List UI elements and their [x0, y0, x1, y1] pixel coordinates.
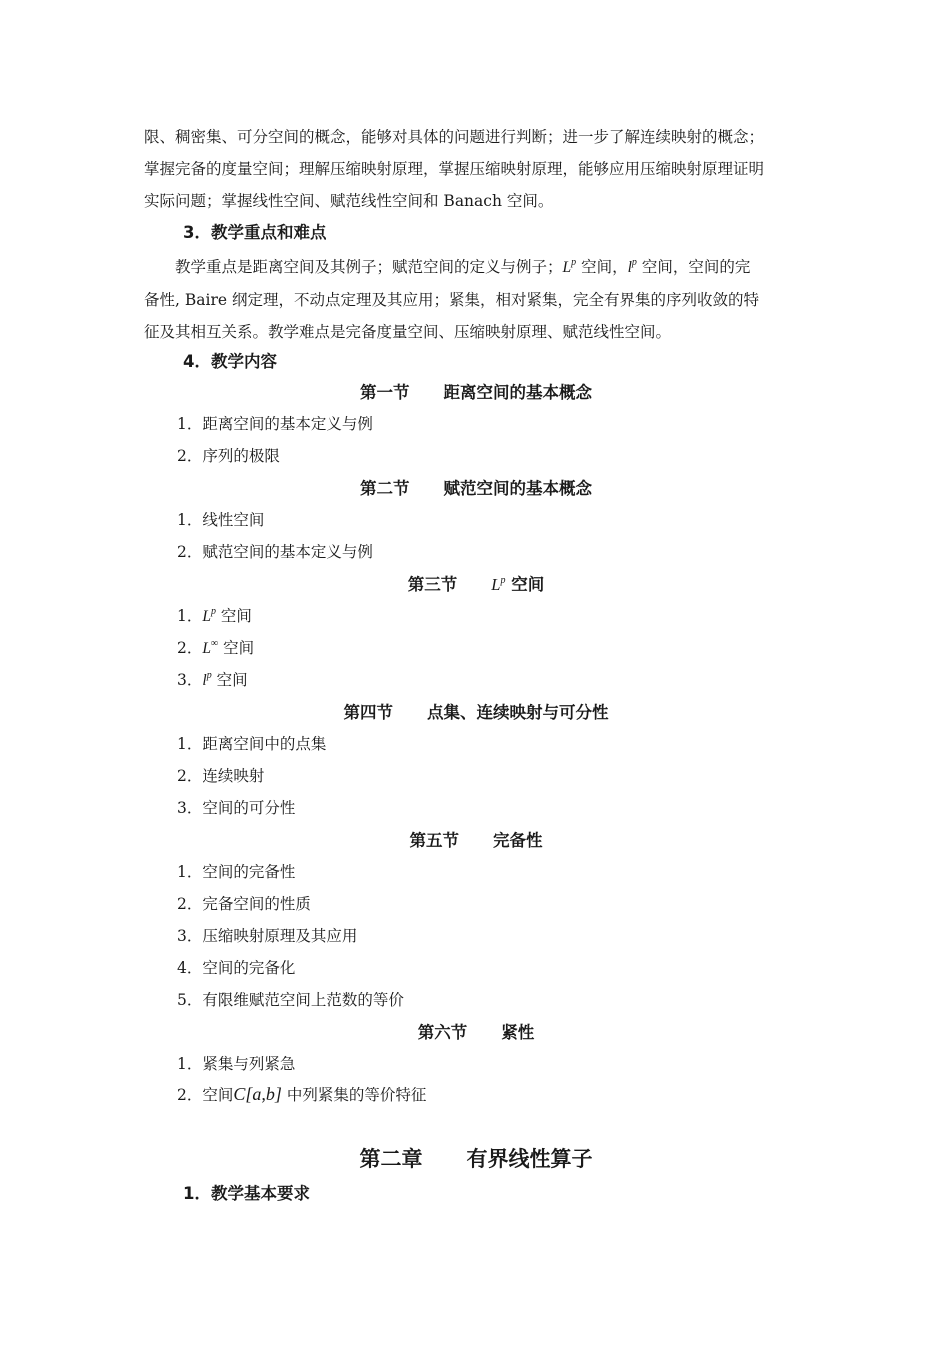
section-1-title: 第一节 距离空间的基本概念	[360, 383, 592, 402]
key-points-line-3: 征及其相互关系。教学难点是完备度量空间、压缩映射原理、赋范线性空间。	[144, 323, 672, 342]
chapter-2-title: 第二章 有界线性算子	[359, 1147, 593, 1171]
key-points-line-2: 备性, Baire 纲定理，不动点定理及其应用；紧集，相对紧集，完全有界集的序列收敛的特	[144, 291, 759, 310]
section-4-title: 第四节 点集、连续映射与可分性	[343, 703, 609, 722]
section-3-item-3: 3．$l^p$ 空间	[177, 669, 248, 689]
math-lp: $l^p$	[627, 257, 637, 277]
section-2-title: 第二节 赋范空间的基本概念	[360, 479, 592, 498]
section-5-item-5: 5．有限维赋范空间上范数的等价	[177, 991, 404, 1009]
section-5-item-4: 4．空间的完备化	[177, 959, 296, 977]
key-points-paragraph	[144, 248, 812, 348]
section-2-item-2: 2．赋范空间的基本定义与例	[177, 543, 373, 561]
intro-line-1: 限、稠密集、可分空间的概念，能够对具体的问题进行判断；进一步了解连续映射的概念；	[144, 128, 765, 146]
section-5-item-2: 2．完备空间的性质	[177, 895, 311, 913]
section-3-title: 第三节 $L^p$ 空间	[407, 574, 545, 594]
section-5-title: 第五节 完备性	[409, 831, 543, 850]
section-4-item-3: 3．空间的可分性	[177, 799, 296, 817]
math-Lp: $L^p$	[562, 257, 577, 277]
section-5-item-3: 3．压缩映射原理及其应用	[177, 927, 358, 945]
heading-key-points: 3．教学重点和难点	[183, 223, 327, 242]
section-6-item-1: 1．紧集与列紧急	[177, 1055, 296, 1073]
intro-line-2: 掌握完备的度量空间；理解压缩映射原理，掌握压缩映射原理，能够应用压缩映射原理证明	[144, 160, 765, 178]
section-1-item-1: 1．距离空间的基本定义与例	[177, 415, 373, 433]
section-4-item-1: 1．距离空间中的点集	[177, 735, 327, 753]
section-3-item-1: 1．$L^p$ 空间	[177, 605, 252, 625]
intro-line-3: 实际问题；掌握线性空间、赋范线性空间和 Banach 空间。	[144, 192, 554, 210]
section-1-item-2: 2．序列的极限	[177, 447, 280, 465]
section-3-item-2: 2．L∞ 空间	[177, 637, 255, 657]
intro-paragraph	[144, 121, 812, 217]
section-5-item-1: 1．空间的完备性	[177, 863, 296, 881]
heading-content: 4．教学内容	[183, 352, 277, 371]
section-6-item-2: 2．空间C[a,b] 中列紧集的等价特征	[177, 1084, 427, 1104]
section-6-title: 第六节 紧性	[417, 1023, 535, 1042]
chapter-2-heading-requirements: 1．教学基本要求	[183, 1184, 310, 1203]
key-points-line-1: 教学重点是距离空间及其例子；赋范空间的定义与例子；$L^p$ 空间，$l^p$ 空间，空间的完	[175, 257, 751, 277]
section-4-item-2: 2．连续映射	[177, 767, 265, 785]
section-2-item-1: 1．线性空间	[177, 511, 265, 529]
